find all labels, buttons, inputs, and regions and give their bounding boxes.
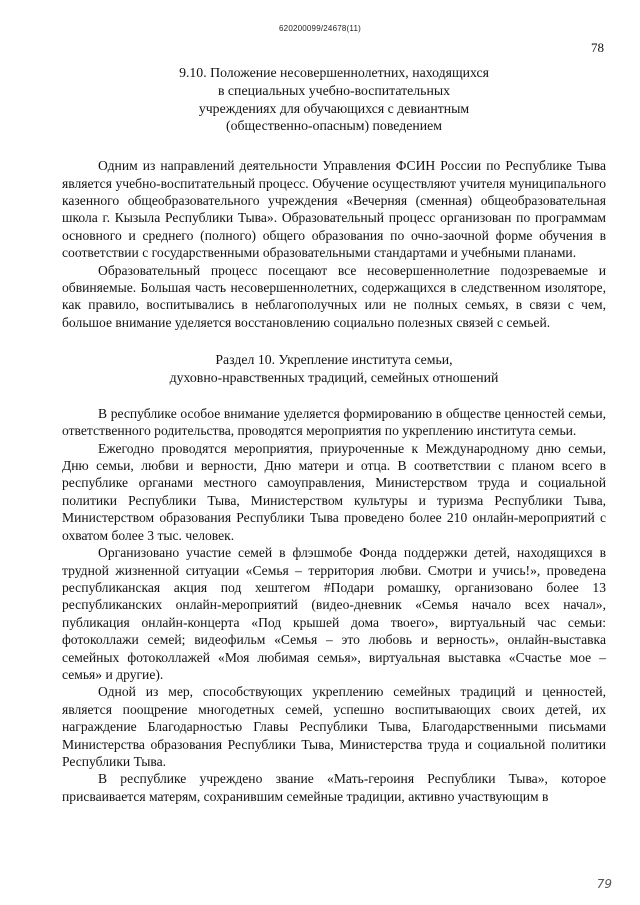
- title-line: (общественно-опасным) поведением: [226, 118, 442, 134]
- paragraph: Организовано участие семей в флэшмобе Фонда поддержки детей, находящихся в трудной жизненной ситуации «Семья – территория любви. Смотри и учись!», проведена республиканская акция под хештегом #Подари ромашку, организовано более 13 республиканских онлайн-мероприятий (видео-дневник «Семья начало всех начал», публикация онлайн-концерта «Под крышей дома твоего», виртуальный час семьи: фотоколлажи семей; видеофильм «Семья – это любовь и верность», онлайн-выставка семейных фотоколлажей «Моя любимая семья», виртуальная выставка «Счастье мое – семья» и другие).: [62, 545, 606, 682]
- paragraph: Ежегодно проводятся мероприятия, приуроченные к Международному дню семьи, Дню семьи, любви и верности, Дню матери и отца. В соответствии с планом всего в республике органами местного самоуправления, Министерством труда и социальной политики Республики Тыва, Министерством культуры и туризма Республики Тыва, Министерством образования Республики Тыва проведено более 210 онлайн-мероприятий с охватом более 3 тыс. человек.: [62, 440, 606, 543]
- paragraph: Одной из мер, способствующих укреплению семейных традиций и ценностей, является поощрение многодетных семей, успешно воспитывающих своих детей, их награждение Благодарностью Главы Республики Тыва, Благодарственными письмами Министерства образования Республики Тыва, Министерства труда и социальной политики Республики Тыва.: [62, 684, 606, 769]
- paragraph: В республике учреждено звание «Мать-героиня Республики Тыва», которое присваивается матерям, сохранившим семейные традиции, активно участвующим в: [62, 771, 606, 804]
- section-10-title: [62, 351, 606, 387]
- title-line: учреждениях для обучающихся с девиантным: [198, 100, 470, 116]
- title-line: в специальных учебно-воспитательных: [217, 82, 451, 98]
- title-line: 9.10. Положение несовершеннолетних, находящихся: [179, 65, 489, 80]
- page-number: 78: [591, 40, 604, 55]
- paragraph: Одним из направлений деятельности Управления ФСИН России по Республике Тыва является учебно-воспитательный процесс. Обучение осуществляют учителя муниципального казенного общеобразовательного учреждения «Вечерняя (сменная) общеобразовательная школа г. Кызыла Республики Тыва». Образовательный процесс организован по программам основного и среднего (полного) общего образования по очно-заочной форме обучения в соответствии с государственными образовательными стандартами и учебными планами.: [62, 158, 606, 261]
- title-line: Раздел 10. Укрепление института семьи,: [215, 352, 453, 368]
- section-9-10-title: [62, 64, 606, 135]
- handwritten-page-mark: 79: [596, 877, 612, 891]
- paragraph: Образовательный процесс посещают все несовершеннолетние подозреваемые и обвиняемые. Большая часть несовершеннолетних, содержащихся в следственном изоляторе, как правило, воспитывались в неблагополучных или не полных семьях, в связи с чем, большое внимание уделяется восстановлению социально полезных связей с семьей.: [62, 262, 606, 330]
- paragraph: В республике особое внимание уделяется формированию в обществе ценностей семьи, ответственного родительства, проводятся мероприятия по укреплению института семьи.: [62, 405, 606, 439]
- document-id: 620200099/24678(11): [279, 24, 361, 33]
- page-content: [62, 64, 606, 805]
- title-line: духовно-нравственных традиций, семейных отношений: [169, 370, 499, 386]
